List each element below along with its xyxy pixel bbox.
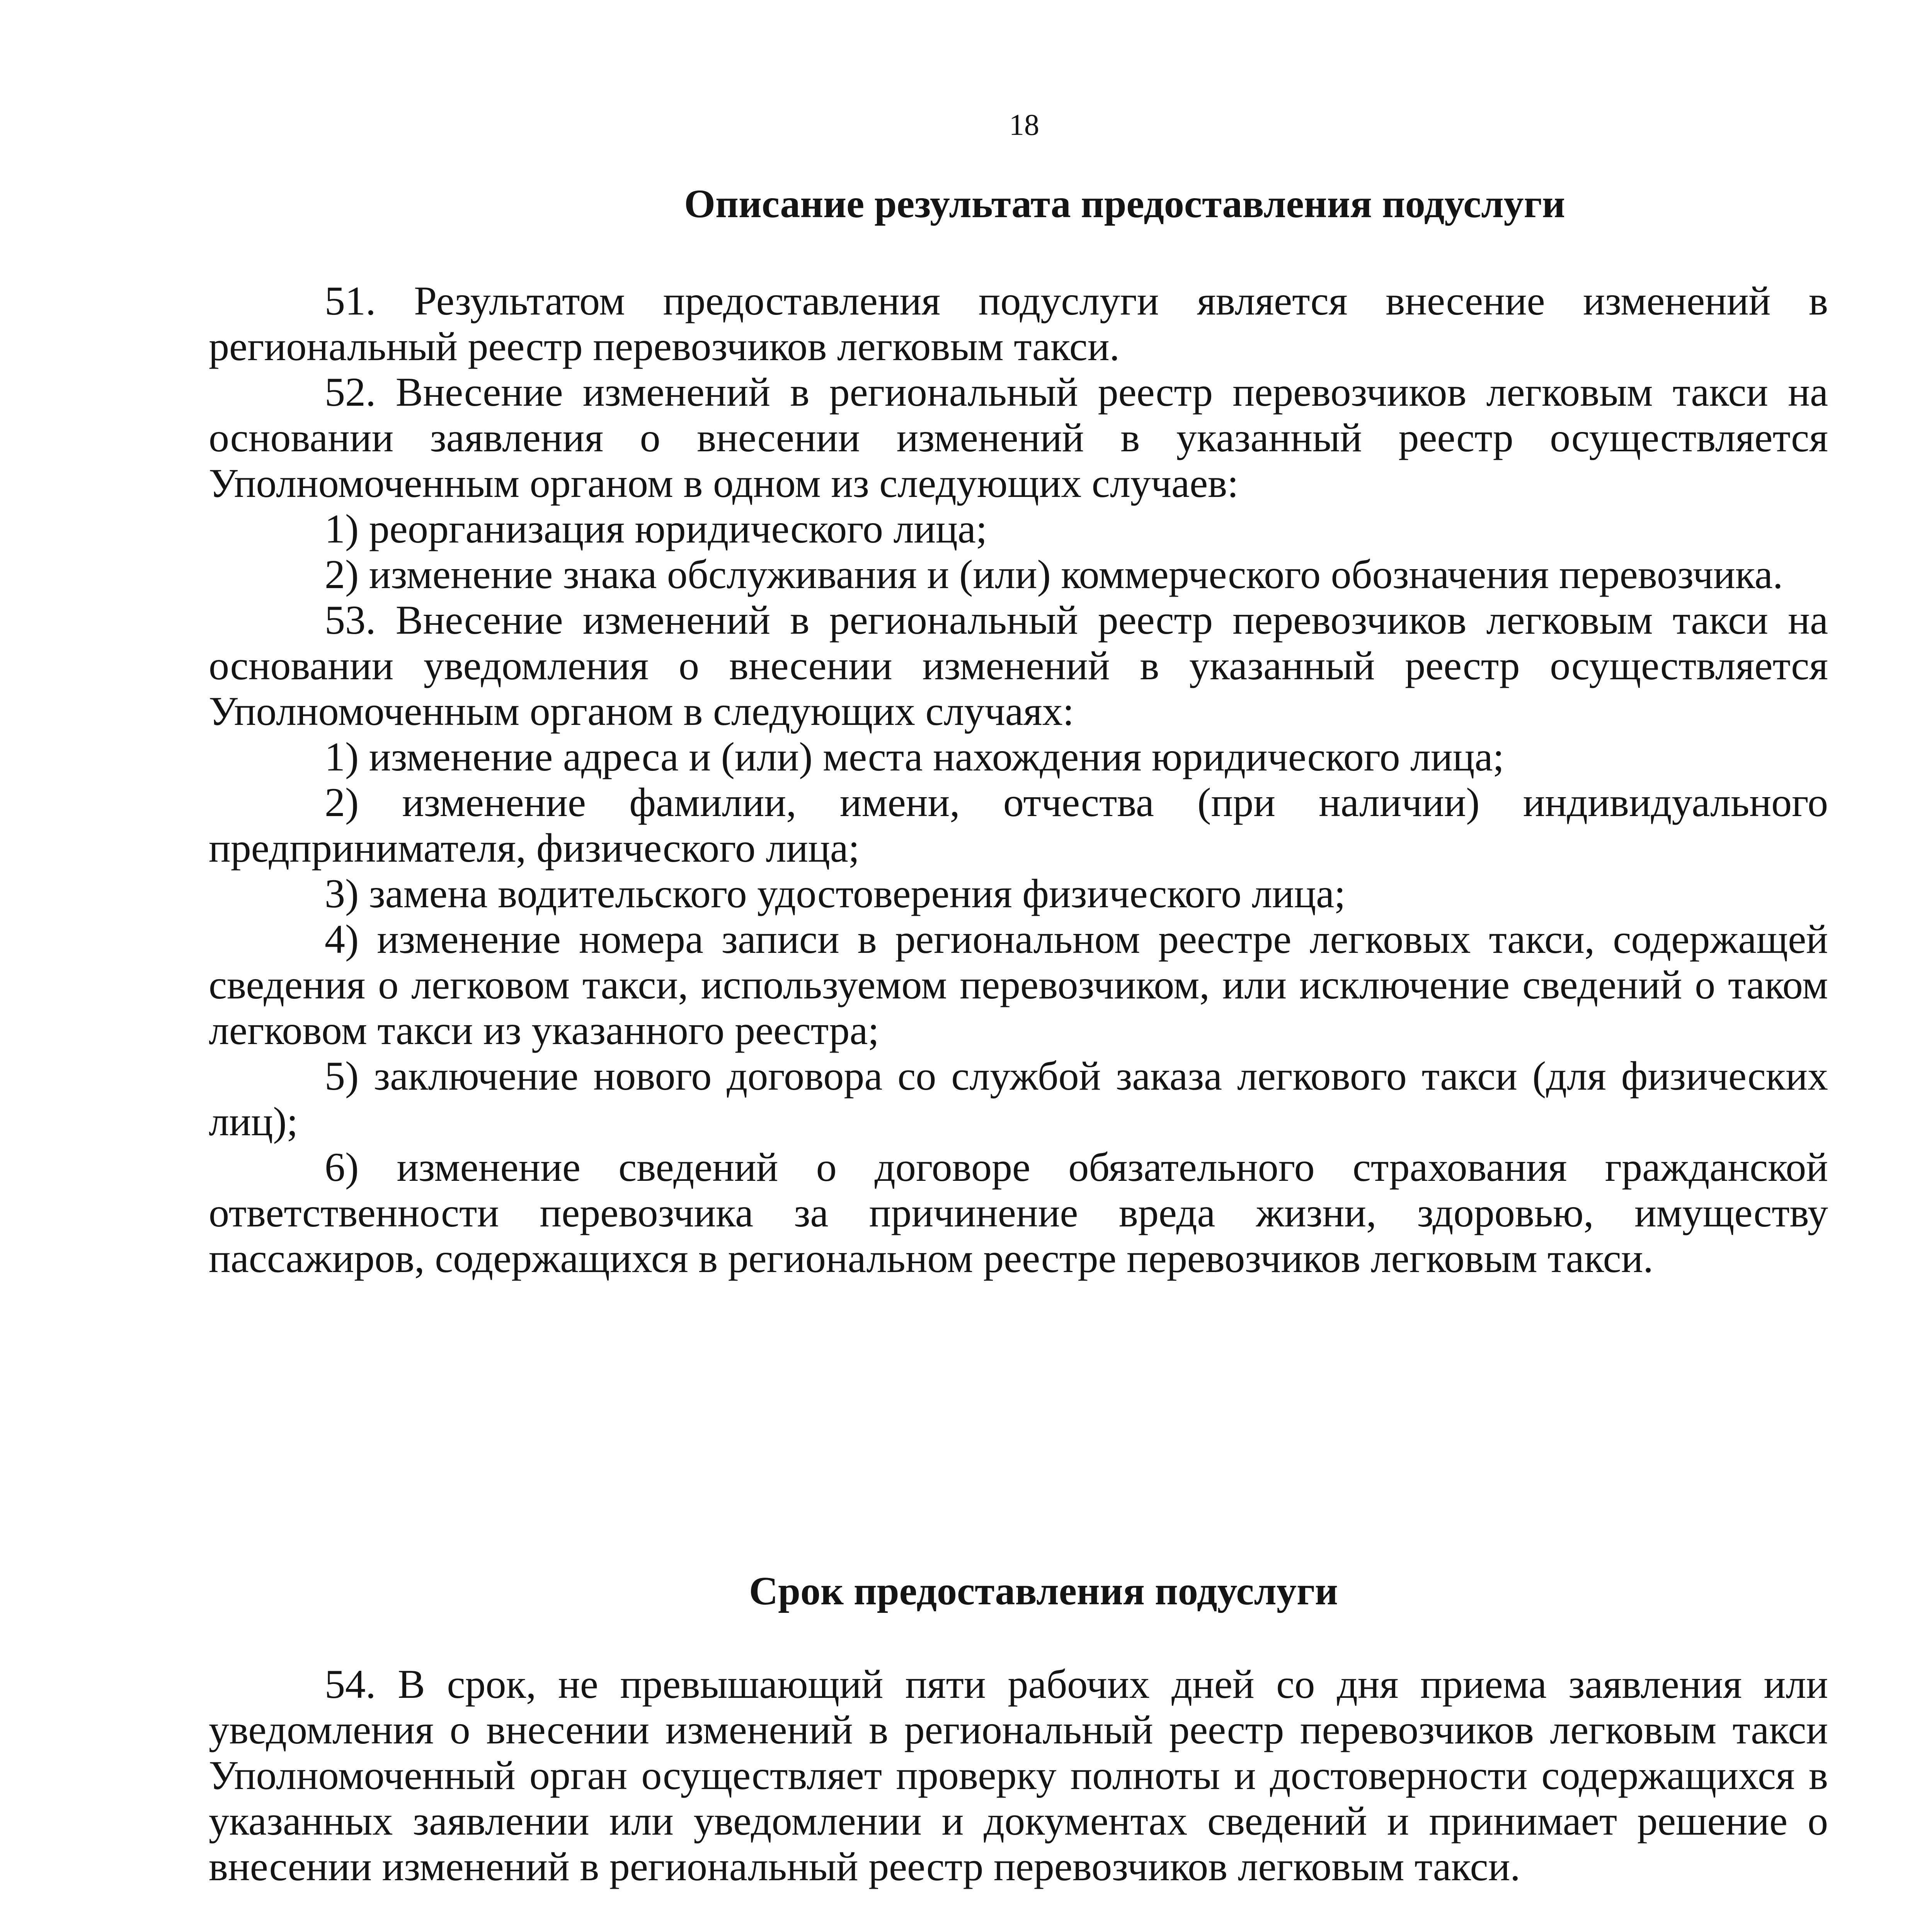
list-item: 1) реорганизация юридического лица; xyxy=(325,506,987,551)
list-item: 2) изменение знака обслуживания и (или) коммерческого обозначения перевозчика. xyxy=(325,552,1783,597)
paragraph: 52. Внесение изменений в региональный реестр перевозчиков легковым такси на основании заявления о внесении изменений в указанный реестр осуществляется Уполномоченным органом в одном из следующих случаев: xyxy=(209,369,1828,506)
list-item: 6) изменение сведений о договоре обязательного страхования гражданской ответственности перевозчика за причинение вреда жизни, здоровью, имуществу пассажиров, содержащихся в региональном реестре перевозчиков легковым такси. xyxy=(209,1145,1828,1281)
list-item: 5) заключение нового договора со службой заказа легкового такси (для физических лиц); xyxy=(209,1053,1828,1144)
section-heading-term: Срок предоставления подуслуги xyxy=(749,1569,1338,1613)
list-item: 4) изменение номера записи в региональном реестре легковых такси, содержащей сведения о легковом такси, используемом перевозчиком, или исключение сведений о таком легковом такси из указанного реестра; xyxy=(209,917,1828,1053)
section-body-result xyxy=(209,278,1828,1281)
section-body-term xyxy=(209,1662,1828,1889)
list-item: 2) изменение фамилии, имени, отчества (при наличии) индивидуального предпринимателя, физического лица; xyxy=(209,780,1828,871)
list-item: 3) замена водительского удостоверения физического лица; xyxy=(325,871,1346,916)
list-item: 1) изменение адреса и (или) места нахождения юридического лица; xyxy=(325,734,1504,779)
paragraph: 53. Внесение изменений в региональный реестр перевозчиков легковым такси на основании уведомления о внесении изменений в указанный реестр осуществляется Уполномоченным органом в следующих случаях: xyxy=(209,597,1828,734)
paragraph: 51. Результатом предоставления подуслуги является внесение изменений в региональный реестр перевозчиков легковым такси. xyxy=(209,278,1828,369)
page-number: 18 xyxy=(1009,108,1039,141)
section-heading-result: Описание результата предоставления подуслуги xyxy=(684,182,1565,226)
paragraph: 54. В срок, не превышающий пяти рабочих дней со дня приема заявления или уведомления о внесении изменений в региональный реестр перевозчиков легковым такси Уполномоченный орган осуществляет проверку полноты и достоверности содержащихся в указанных заявлении или уведомлении и документах сведений и принимает решение о внесении изменений в региональный реестр перевозчиков легковым такси. xyxy=(209,1662,1828,1889)
